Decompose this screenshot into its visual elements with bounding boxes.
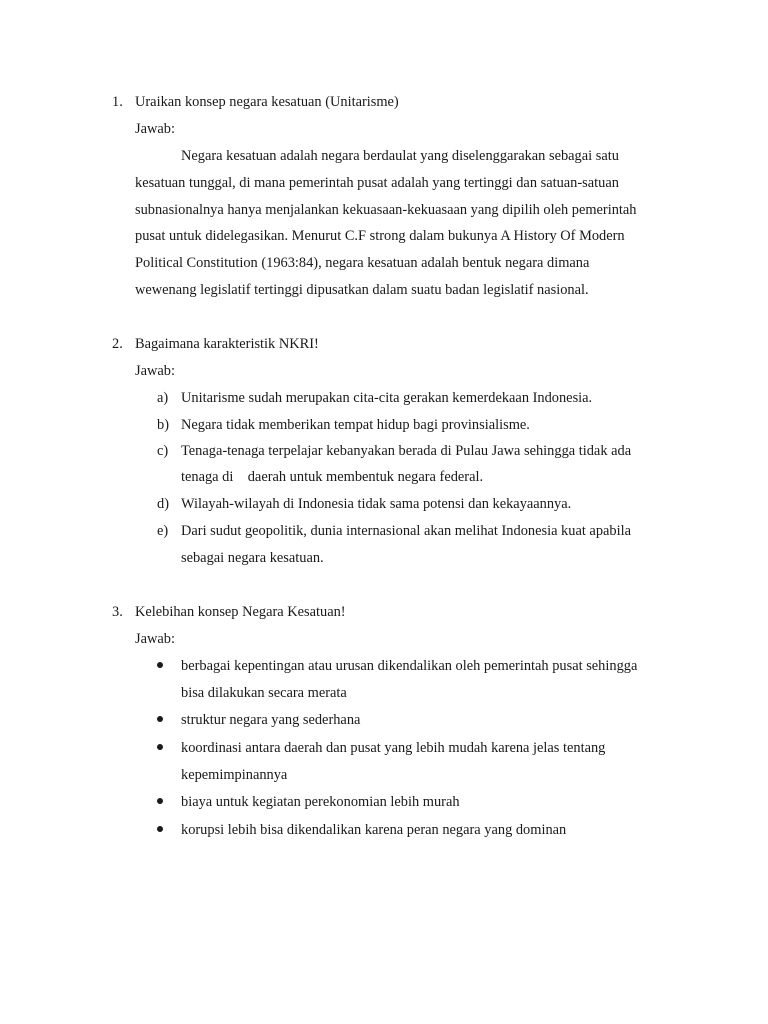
list-item: Unitarisme sudah merupakan cita-cita gerakan kemerdekaan Indonesia. <box>181 390 593 406</box>
bullet-item-continuation: bisa dilakukan secara merata <box>181 685 347 701</box>
bullet-icon <box>157 716 163 722</box>
question-number: 3. <box>112 604 123 620</box>
bullet-icon <box>157 826 163 832</box>
paragraph-line: subnasionalnya hanya menjalankan kekuasaan-kekuasaan yang dipilih oleh pemerintah <box>135 202 637 218</box>
bullet-icon <box>157 662 163 668</box>
paragraph-line: Negara kesatuan adalah negara berdaulat yang diselenggarakan sebagai satu <box>181 148 619 164</box>
question-title: Bagaimana karakteristik NKRI! <box>135 336 319 352</box>
list-marker: d) <box>157 496 169 512</box>
list-item-continuation: tenaga di daerah untuk membentuk negara federal. <box>181 469 484 485</box>
answer-label: Jawab: <box>135 121 175 137</box>
list-item: Negara tidak memberikan tempat hidup bagi provinsialisme. <box>181 417 530 433</box>
bullet-item-continuation: kepemimpinannya <box>181 767 288 783</box>
list-marker: b) <box>157 417 169 433</box>
bullet-icon <box>157 798 163 804</box>
paragraph-line: kesatuan tunggal, di mana pemerintah pusat adalah yang tertinggi dan satuan-satuan <box>135 175 619 191</box>
list-item: Tenaga-tenaga terpelajar kebanyakan berada di Pulau Jawa sehingga tidak ada <box>181 443 632 459</box>
bullet-item: koordinasi antara daerah dan pusat yang lebih mudah karena jelas tentang <box>181 740 606 756</box>
bullet-item: struktur negara yang sederhana <box>181 712 361 728</box>
question-number: 1. <box>112 94 123 110</box>
question-title: Kelebihan konsep Negara Kesatuan! <box>135 604 346 620</box>
list-marker: a) <box>157 390 169 406</box>
paragraph-line: wewenang legislatif tertinggi dipusatkan dalam suatu badan legislatif nasional. <box>135 282 589 298</box>
list-item: Wilayah-wilayah di Indonesia tidak sama potensi dan kekayaannya. <box>181 496 572 512</box>
answer-label: Jawab: <box>135 631 175 647</box>
list-item-continuation: sebagai negara kesatuan. <box>181 550 324 566</box>
paragraph-line: Political Constitution (1963:84), negara kesatuan adalah bentuk negara dimana <box>135 255 590 271</box>
paragraph-line: pusat untuk didelegasikan. Menurut C.F strong dalam bukunya A History Of Modern <box>135 228 625 244</box>
question-title: Uraikan konsep negara kesatuan (Unitarisme) <box>135 94 399 110</box>
bullet-item: korupsi lebih bisa dikendalikan karena peran negara yang dominan <box>181 822 567 838</box>
list-item: Dari sudut geopolitik, dunia internasional akan melihat Indonesia kuat apabila <box>181 523 631 539</box>
list-marker: e) <box>157 523 169 539</box>
bullet-icon <box>157 744 163 750</box>
bullet-item: berbagai kepentingan atau urusan dikendalikan oleh pemerintah pusat sehingga <box>181 658 638 674</box>
question-number: 2. <box>112 336 123 352</box>
bullet-item: biaya untuk kegiatan perekonomian lebih murah <box>181 794 460 810</box>
answer-label: Jawab: <box>135 363 175 379</box>
list-marker: c) <box>157 443 169 459</box>
